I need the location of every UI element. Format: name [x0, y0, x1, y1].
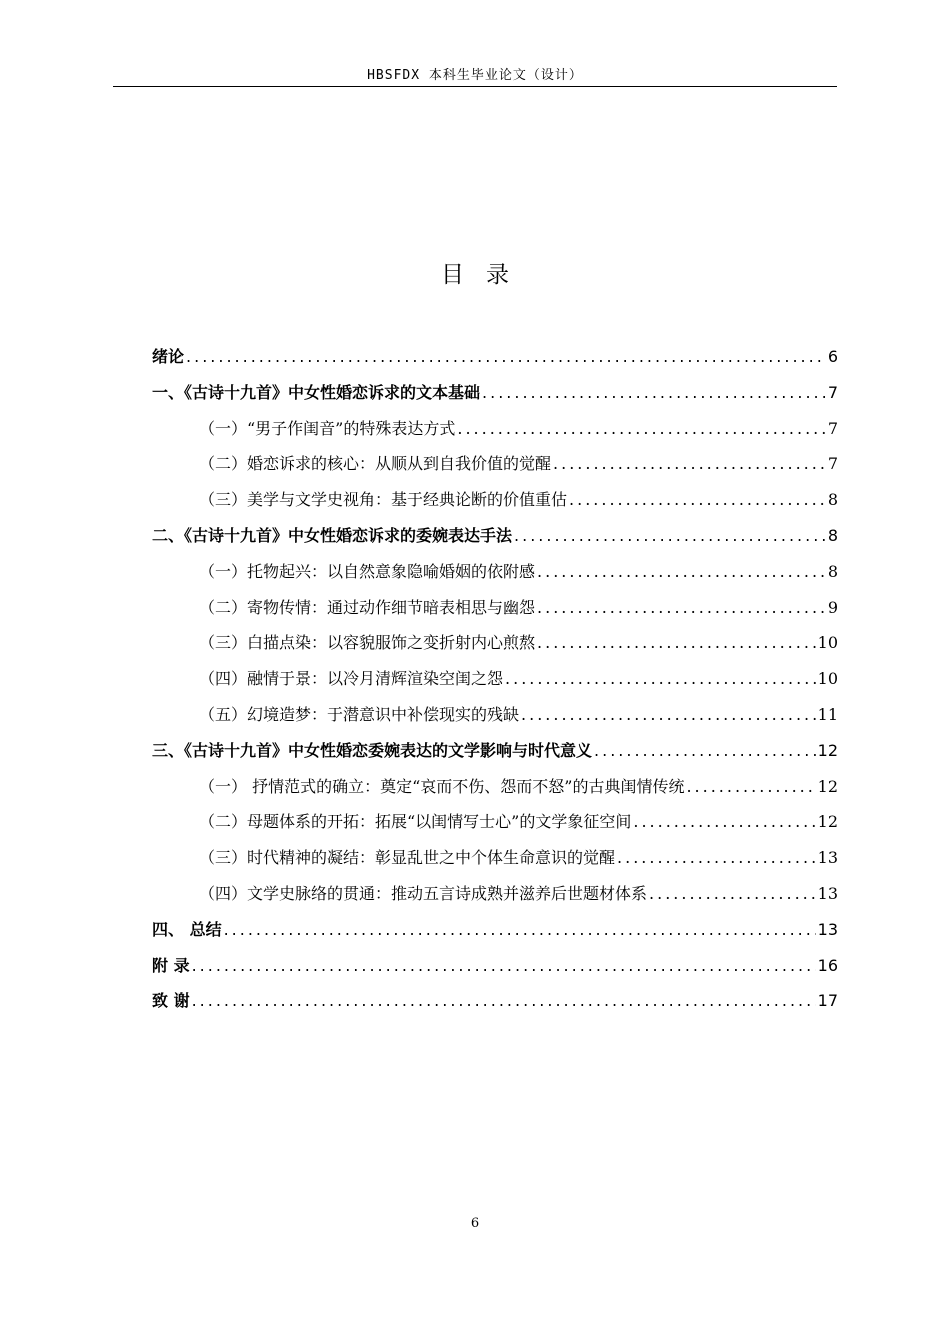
toc-entry[interactable] [152, 702, 838, 738]
toc-entry-page: 13 [817, 848, 838, 868]
toc-leader-dots [649, 884, 816, 903]
toc-entry[interactable] [152, 809, 838, 845]
toc-entry-label: 一、《古诗十九首》中女性婚恋诉求的文本基础 [152, 382, 481, 402]
toc-entry-label: （三）白描点染：以容貌服饰之变折射内心煎熬 [199, 633, 536, 653]
toc-leader-dots [514, 526, 826, 545]
toc-leader-dots [521, 705, 816, 724]
toc-entry-page: 12 [817, 812, 838, 832]
toc-entry-page: 8 [827, 525, 838, 545]
toc-leader-dots [505, 669, 816, 688]
toc-leader-dots [482, 383, 826, 402]
toc-leader-dots [457, 419, 825, 438]
toc-entry-label: 三、《古诗十九首》中女性婚恋委婉表达的文学影响与时代意义 [152, 740, 593, 760]
toc-entry-page: 13 [817, 883, 838, 903]
toc-entry-page: 8 [827, 561, 838, 581]
toc-leader-dots [617, 848, 816, 867]
toc-leader-dots [633, 812, 815, 831]
toc-entry[interactable] [152, 380, 838, 416]
toc-leader-dots [553, 454, 826, 473]
toc-entry-page: 13 [817, 919, 838, 939]
toc-entry-page: 10 [817, 633, 838, 653]
toc-entry[interactable] [152, 953, 838, 989]
toc-entry-label: （四）文学史脉络的贯通：推动五言诗成熟并滋养后世题材体系 [199, 883, 648, 903]
page-number: 6 [470, 1216, 480, 1231]
toc-entry-page: 16 [817, 955, 838, 975]
toc-entry-label: 四、 总结 [152, 919, 222, 939]
toc-entry[interactable] [152, 595, 838, 631]
toc-entry-label: （二）寄物传情：通过动作细节暗表相思与幽怨 [199, 597, 536, 617]
toc-leader-dots [186, 347, 826, 366]
toc-leader-dots [537, 633, 816, 652]
toc-entry[interactable] [152, 487, 838, 523]
page-header: HBSFDX 本科生毕业论文（设计） [113, 64, 837, 87]
toc-entry[interactable] [152, 666, 838, 702]
toc-entry-label: （二）婚恋诉求的核心：从顺从到自我价值的觉醒 [199, 454, 552, 474]
toc-entry-page: 9 [827, 597, 838, 617]
toc-leader-dots [594, 741, 816, 760]
toc-leader-dots [686, 777, 815, 796]
toc-entry-page: 11 [817, 704, 838, 724]
toc-entry-label: （三）美学与文学史视角：基于经典论断的价值重估 [199, 490, 568, 510]
toc-entry[interactable] [152, 845, 838, 881]
toc-entry-label: 致 谢 [152, 991, 190, 1011]
toc-entry[interactable] [152, 344, 838, 380]
toc-entry-page: 6 [827, 347, 838, 366]
toc-leader-dots [537, 598, 826, 617]
toc-entry-label: 二、《古诗十九首》中女性婚恋诉求的委婉表达手法 [152, 525, 513, 545]
toc-entry-label: （一）托物起兴：以自然意象隐喻婚姻的依附感 [199, 561, 536, 581]
toc-leader-dots [569, 490, 826, 509]
toc-entry[interactable] [152, 917, 838, 953]
toc-leader-dots [192, 956, 816, 975]
toc-entry-label: （一） 抒情范式的确立：奠定“哀而不伤、怨而不怒”的古典闺情传统 [199, 776, 685, 796]
toc-leader-dots [224, 920, 816, 939]
toc-entry-label: （二）母题体系的开拓：拓展“以闺情写士心”的文学象征空间 [199, 812, 632, 832]
toc-title: 目录 [441, 262, 531, 288]
toc-leader-dots [537, 562, 826, 581]
toc-entry-label: （三）时代精神的凝结：彰显乱世之中个体生命意识的觉醒 [199, 848, 616, 868]
toc-entry-label: 绪论 [152, 347, 185, 366]
toc-entry[interactable] [152, 416, 838, 452]
toc-entry[interactable] [152, 988, 838, 1024]
toc-entry-label: （五）幻境造梦：于潜意识中补偿现实的残缺 [199, 704, 520, 724]
toc-entry-page: 7 [827, 418, 838, 438]
toc-entry-page: 12 [817, 776, 838, 796]
toc-entry[interactable] [152, 630, 838, 666]
table-of-contents [152, 344, 838, 1024]
toc-entry-page: 17 [817, 991, 838, 1011]
toc-entry-page: 7 [827, 382, 838, 402]
toc-entry-page: 8 [827, 490, 838, 510]
toc-entry[interactable] [152, 451, 838, 487]
toc-entry[interactable] [152, 881, 838, 917]
toc-entry-page: 10 [817, 669, 838, 689]
toc-entry-label: （一）“男子作闺音”的特殊表达方式 [199, 418, 456, 438]
toc-entry-page: 12 [817, 740, 838, 760]
toc-leader-dots [192, 991, 816, 1010]
toc-entry[interactable] [152, 738, 838, 774]
toc-entry[interactable] [152, 523, 838, 559]
toc-entry-label: 附 录 [152, 955, 190, 975]
toc-entry[interactable] [152, 559, 838, 595]
toc-entry[interactable] [152, 774, 838, 810]
toc-entry-label: （四）融情于景：以冷月清辉渲染空闺之怨 [199, 669, 504, 689]
toc-entry-page: 7 [827, 454, 838, 474]
